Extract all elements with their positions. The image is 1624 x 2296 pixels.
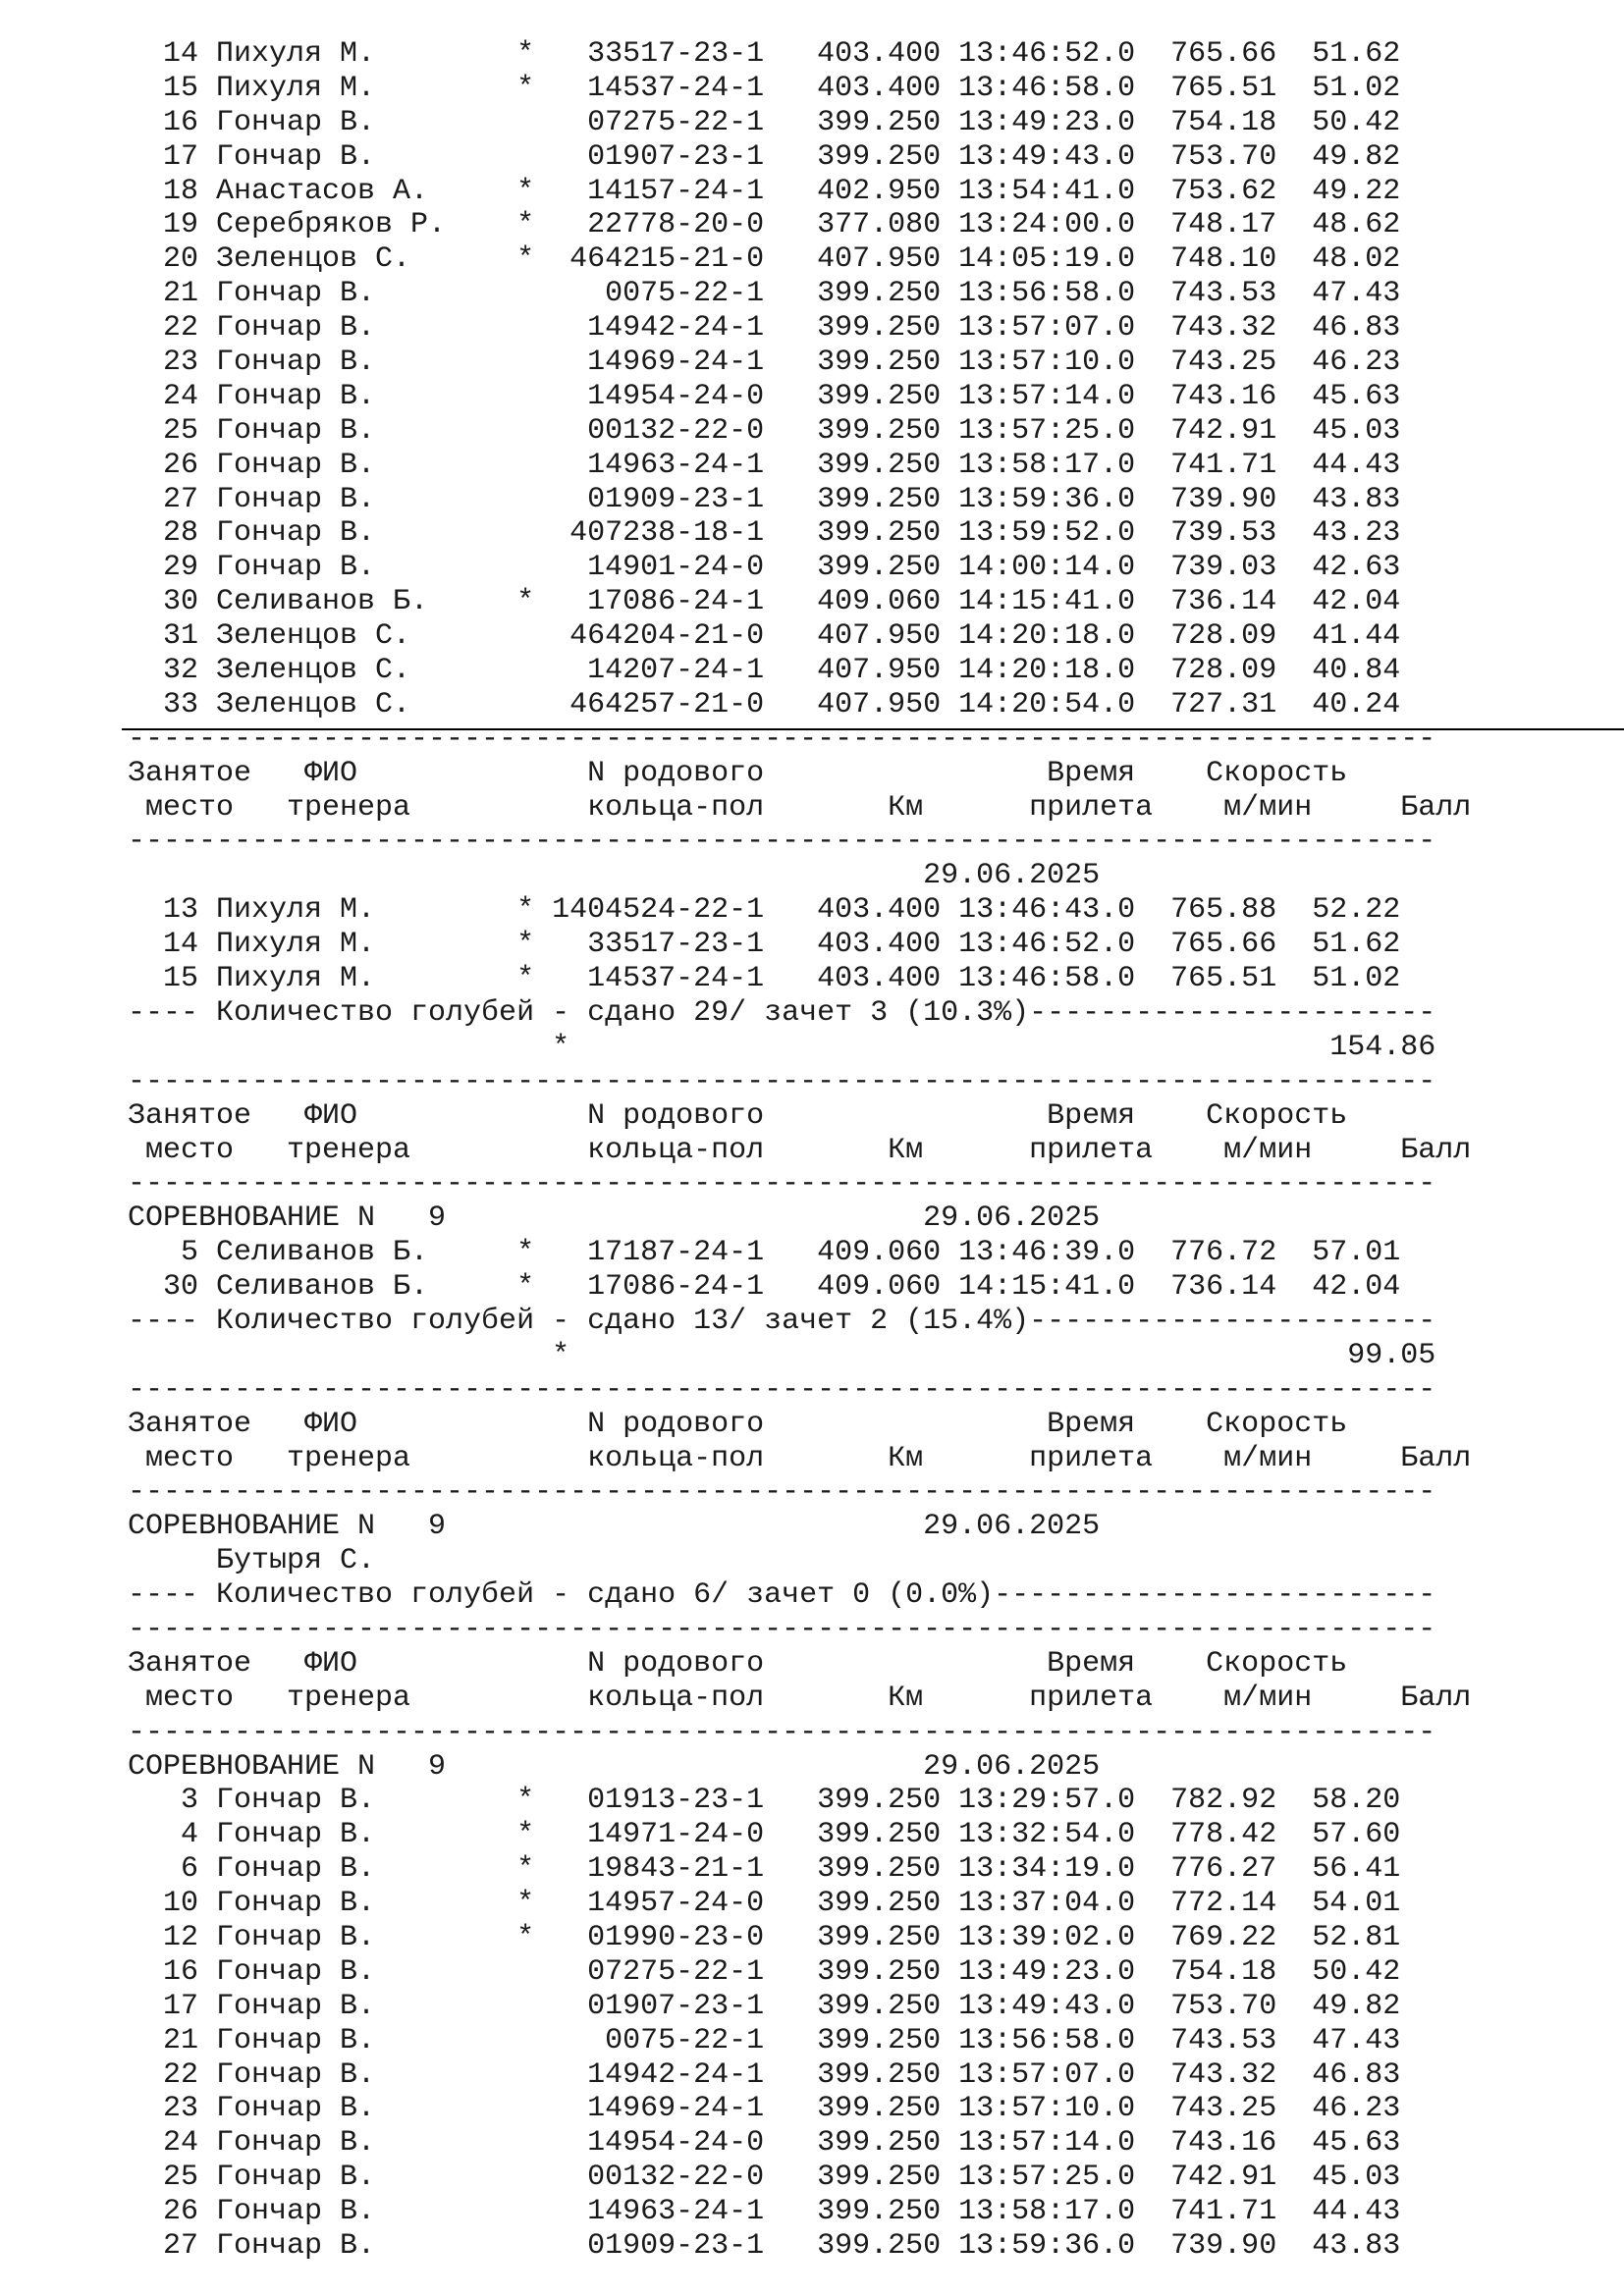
printout-line: 15 Пихуля М. * 14537-24-1 403.400 13:46:58.0 765.51 51.02: [128, 71, 1401, 105]
printout-line: 5 Селиванов Б. * 17187-24-1 409.060 13:46:39.0 776.72 57.01: [128, 1236, 1401, 1270]
printout-line: --------------------------------------------------------------------------: [128, 825, 1436, 859]
printout-line: 30 Селиванов Б. * 17086-24-1 409.060 14:15:41.0 736.14 42.04: [128, 1270, 1401, 1305]
printout-line: 12 Гончар В. * 01990-23-0 399.250 13:39:02.0 769.22 52.81: [128, 1920, 1401, 1954]
printout-line: --------------------------------------------------------------------------: [128, 1064, 1436, 1098]
printout-line: 3 Гончар В. * 01913-23-1 399.250 13:29:57.0 782.92 58.20: [128, 1784, 1401, 1818]
printout-line: 31 Зеленцов С. 464204-21-0 407.950 14:20:18.0 728.09 41.44: [128, 619, 1401, 654]
printout-line: 23 Гончар В. 14969-24-1 399.250 13:57:10.0 743.25 46.23: [128, 2092, 1401, 2126]
printout-line: 29.06.2025: [128, 859, 1101, 893]
printout-line: место тренера кольца-пол Км прилета м/мин Балл: [128, 1441, 1472, 1475]
printout-line: --------------------------------------------------------------------------: [128, 1167, 1436, 1201]
printout-line: 24 Гончар В. 14954-24-0 399.250 13:57:14.0 743.16 45.63: [128, 2126, 1401, 2161]
printout-line: 25 Гончар В. 00132-22-0 399.250 13:57:25.0 742.91 45.03: [128, 413, 1401, 448]
printout-line: 24 Гончар В. 14954-24-0 399.250 13:57:14.0 743.16 45.63: [128, 379, 1401, 413]
printout-line: --------------------------------------------------------------------------: [128, 721, 1436, 756]
printout-line: 14 Пихуля М. * 33517-23-1 403.400 13:46:52.0 765.66 51.62: [128, 928, 1401, 962]
printout-line: 19 Серебряков Р. * 22778-20-0 377.080 13:24:00.0 748.17 48.62: [128, 208, 1401, 242]
printout-line: 27 Гончар В. 01909-23-1 399.250 13:59:36.0 739.90 43.83: [128, 2229, 1401, 2263]
printout-line: место тренера кольца-пол Км прилета м/мин Балл: [128, 790, 1472, 825]
printout-line: 29 Гончар В. 14901-24-0 399.250 14:00:14.0 739.03 42.63: [128, 551, 1401, 585]
printout-line: 30 Селиванов Б. * 17086-24-1 409.060 14:15:41.0 736.14 42.04: [128, 585, 1401, 619]
printout-line: --------------------------------------------------------------------------: [128, 1612, 1436, 1646]
printout-line: Занятое ФИО N родового Время Скорость: [128, 1646, 1348, 1681]
printout-line: Занятое ФИО N родового Время Скорость: [128, 1098, 1348, 1133]
printout-line: 6 Гончар В. * 19843-21-1 399.250 13:34:19.0 776.27 56.41: [128, 1852, 1401, 1887]
printout-line: 20 Зеленцов С. * 464215-21-0 407.950 14:05:19.0 748.10 48.02: [128, 242, 1401, 277]
printout-line: 16 Гончар В. 07275-22-1 399.250 13:49:23.0 754.18 50.42: [128, 1954, 1401, 1989]
printout-line: 33 Зеленцов С. 464257-21-0 407.950 14:20:54.0 727.31 40.24: [128, 687, 1401, 721]
page-separator-line: [122, 728, 1624, 730]
printout-line: --------------------------------------------------------------------------: [128, 1372, 1436, 1407]
printout-line: 16 Гончар В. 07275-22-1 399.250 13:49:23.0 754.18 50.42: [128, 105, 1401, 139]
printout-line: место тренера кольца-пол Км прилета м/мин Балл: [128, 1133, 1472, 1167]
printout-line: 4 Гончар В. * 14971-24-0 399.250 13:32:54.0 778.42 57.60: [128, 1818, 1401, 1852]
printout-line: 18 Анастасов А. * 14157-24-1 402.950 13:54:41.0 753.62 49.22: [128, 174, 1401, 208]
printout-line: Занятое ФИО N родового Время Скорость: [128, 756, 1348, 790]
printout-line: ---- Количество голубей - сдано 29/ зачет 3 (10.3%)-----------------------: [128, 995, 1436, 1030]
printout-line: 15 Пихуля М. * 14537-24-1 403.400 13:46:58.0 765.51 51.02: [128, 962, 1401, 996]
printout-line: СОРЕВНОВАНИЕ N 9 29.06.2025: [128, 1510, 1101, 1544]
printout-line: 17 Гончар В. 01907-23-1 399.250 13:49:43.0 753.70 49.82: [128, 1989, 1401, 2023]
printout-line: 17 Гончар В. 01907-23-1 399.250 13:49:43.0 753.70 49.82: [128, 139, 1401, 174]
printout-line: 26 Гончар В. 14963-24-1 399.250 13:58:17.0 741.71 44.43: [128, 448, 1401, 482]
printout-line: место тренера кольца-пол Км прилета м/мин Балл: [128, 1681, 1472, 1715]
printout-line: ---- Количество голубей - сдано 6/ зачет 0 (0.0%)-------------------------: [128, 1578, 1436, 1613]
printout-line: 22 Гончар В. 14942-24-1 399.250 13:57:07.0 743.32 46.83: [128, 2057, 1401, 2092]
printout-line: 32 Зеленцов С. 14207-24-1 407.950 14:20:18.0 728.09 40.84: [128, 654, 1401, 688]
printout-line: 22 Гончар В. 14942-24-1 399.250 13:57:07.0 743.32 46.83: [128, 311, 1401, 346]
printout-line: * 99.05: [128, 1338, 1436, 1372]
printout-line: --------------------------------------------------------------------------: [128, 1475, 1436, 1510]
printout-line: Занятое ФИО N родового Время Скорость: [128, 1407, 1348, 1441]
printout-line: 23 Гончар В. 14969-24-1 399.250 13:57:10.0 743.25 46.23: [128, 346, 1401, 380]
printout-line: 26 Гончар В. 14963-24-1 399.250 13:58:17.0 741.71 44.43: [128, 2195, 1401, 2229]
printout-line: 28 Гончар В. 407238-18-1 399.250 13:59:52.0 739.53 43.23: [128, 516, 1401, 551]
printout-line: 25 Гончар В. 00132-22-0 399.250 13:57:25.0 742.91 45.03: [128, 2161, 1401, 2195]
printout-line: 21 Гончар В. 0075-22-1 399.250 13:56:58.0 743.53 47.43: [128, 2023, 1401, 2057]
results-printout: [0, 37, 1624, 2264]
printout-line: 10 Гончар В. * 14957-24-0 399.250 13:37:04.0 772.14 54.01: [128, 1887, 1401, 1921]
printout-line: ---- Количество голубей - сдано 13/ зачет 2 (15.4%)-----------------------: [128, 1304, 1436, 1338]
printout-line: СОРЕВНОВАНИЕ N 9 29.06.2025: [128, 1201, 1101, 1236]
printout-line: * 154.86: [128, 1030, 1436, 1064]
printout-line: СОРЕВНОВАНИЕ N 9 29.06.2025: [128, 1749, 1101, 1784]
printout-line: 14 Пихуля М. * 33517-23-1 403.400 13:46:52.0 765.66 51.62: [128, 37, 1401, 71]
printout-line: Бутыря С.: [128, 1544, 376, 1578]
printout-line: --------------------------------------------------------------------------: [128, 1715, 1436, 1749]
printout-line: 27 Гончар В. 01909-23-1 399.250 13:59:36.0 739.90 43.83: [128, 482, 1401, 516]
printout-line: 21 Гончар В. 0075-22-1 399.250 13:56:58.0 743.53 47.43: [128, 277, 1401, 311]
printout-line: 13 Пихуля М. * 1404524-22-1 403.400 13:46:43.0 765.88 52.22: [128, 893, 1401, 928]
